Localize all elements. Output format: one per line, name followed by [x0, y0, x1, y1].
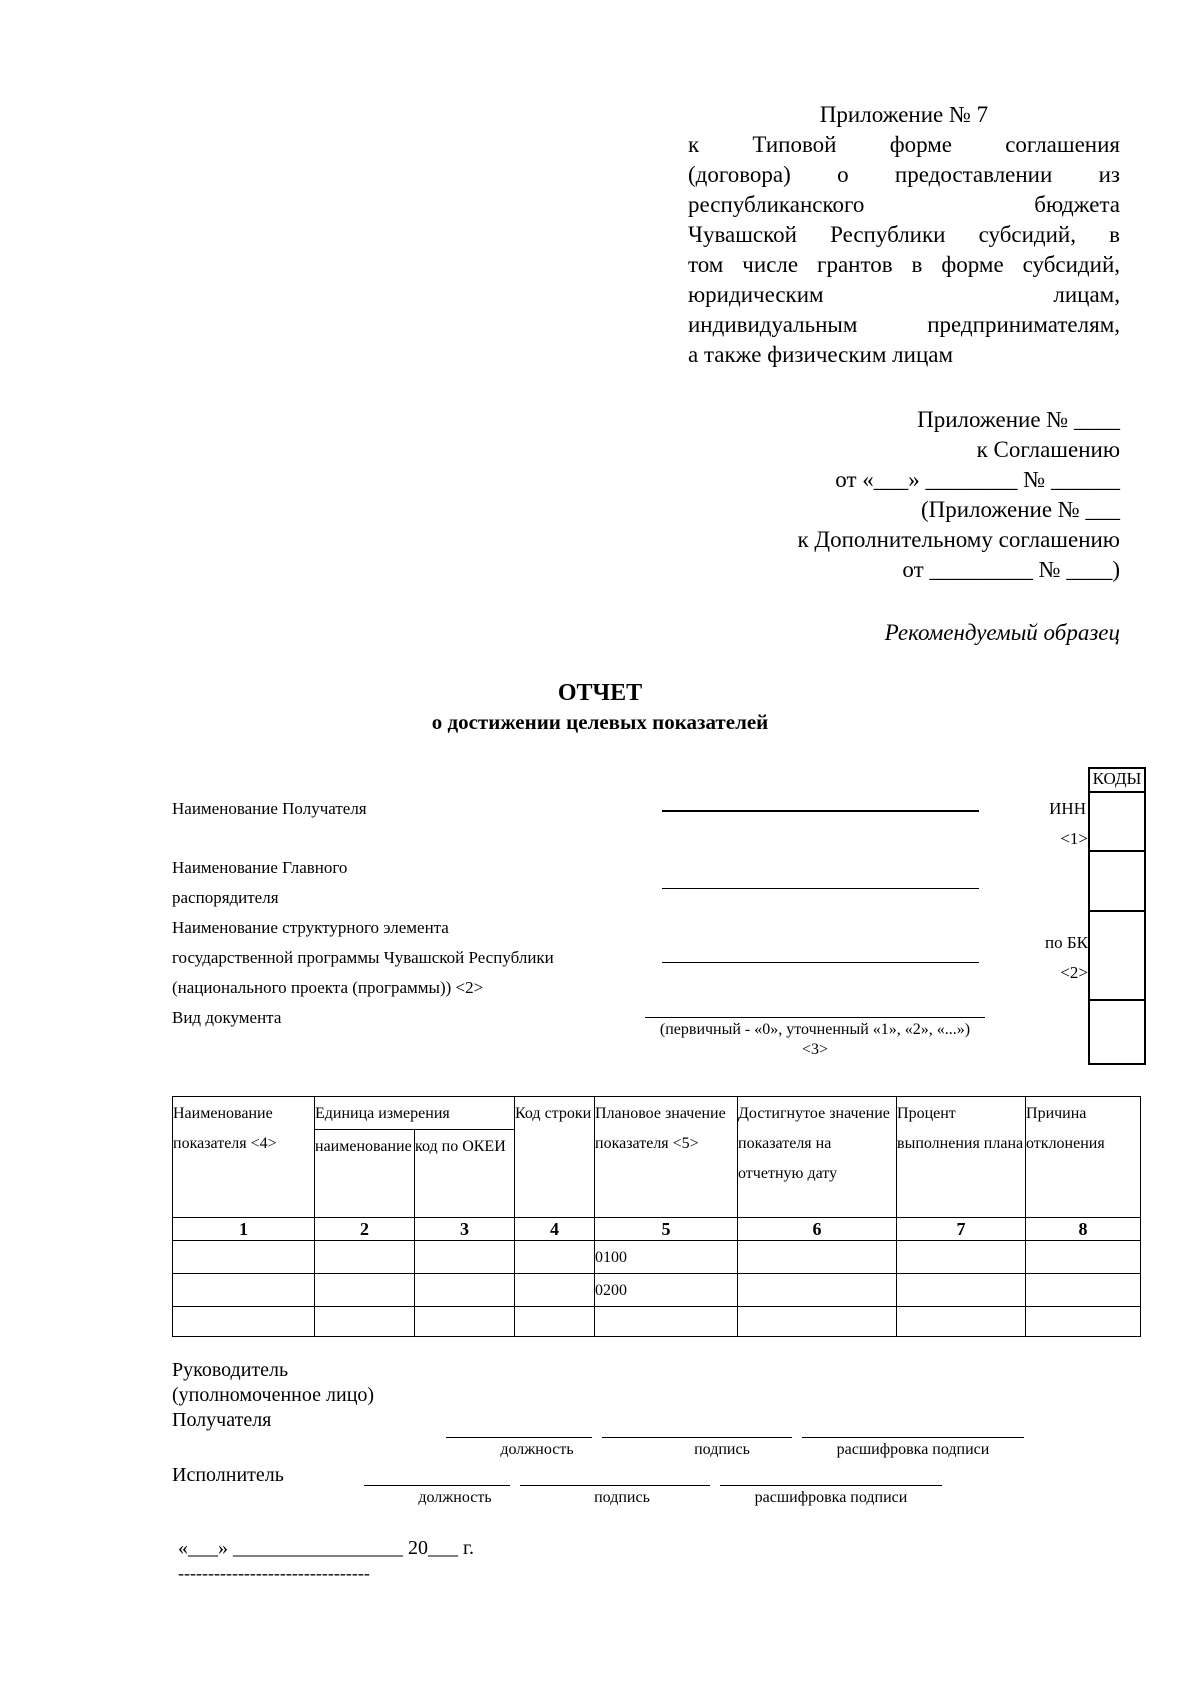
element-label-1: Наименование структурного элемента: [172, 918, 449, 937]
header-completion-percent: Процент выполнения плана: [897, 1097, 1026, 1218]
table-cell[interactable]: [897, 1307, 1026, 1337]
column-number: 6: [738, 1218, 897, 1241]
table-cell[interactable]: [595, 1307, 738, 1337]
element-label-3: (национального проекта (программы)) <2>: [172, 978, 484, 997]
annex-line: Чувашской Республики субсидий, в: [688, 222, 1120, 247]
head-decoding-line: [802, 1437, 1024, 1438]
executor-position-line: [364, 1485, 510, 1486]
head-label-1: Руководитель: [172, 1359, 289, 1381]
table-cell[interactable]: [315, 1241, 415, 1274]
table-cell[interactable]: [415, 1241, 515, 1274]
column-number: 7: [897, 1218, 1026, 1241]
table-cell[interactable]: [738, 1241, 897, 1274]
column-number: 5: [595, 1218, 738, 1241]
codes-divider: [1090, 910, 1144, 912]
bk-label: по БК: [1045, 933, 1088, 952]
element-label-2: государственной программы Чувашской Республики: [172, 948, 554, 967]
inn-note: <1>: [1060, 829, 1088, 848]
footnote-separator: --------------------------------: [178, 1563, 370, 1583]
date-line: «___» _________________ 20___ г.: [178, 1537, 474, 1559]
header-deviation-reason: Причина отклонения: [1026, 1097, 1141, 1218]
element-line: [662, 962, 979, 963]
annex-line: республиканского бюджета: [688, 192, 1120, 217]
chief-line: [662, 888, 979, 889]
table-cell[interactable]: [415, 1274, 515, 1307]
table-cell[interactable]: [897, 1241, 1026, 1274]
table-cell[interactable]: [515, 1241, 595, 1274]
agreement-line: (Приложение № ___: [920, 497, 1120, 522]
table-cell[interactable]: [897, 1274, 1026, 1307]
agreement-line: к Соглашению: [976, 437, 1120, 462]
head-label-3: Получателя: [172, 1409, 272, 1431]
table-cell[interactable]: [738, 1274, 897, 1307]
executor-position-caption: должность: [418, 1489, 492, 1506]
table-number-row: [173, 1218, 1141, 1241]
annex-line: индивидуальным предпринимателям,: [688, 312, 1120, 337]
recipient-line: [662, 810, 979, 812]
executor-signature-caption: подпись: [594, 1489, 650, 1506]
doc-type-line: [645, 1017, 985, 1018]
title-sub: о достижении целевых показателей: [431, 710, 769, 734]
codes-label: КОДЫ: [1092, 769, 1142, 788]
executor-decoding-line: [720, 1485, 942, 1486]
doc-type-hint-2: <3>: [801, 1041, 829, 1058]
codes-box: [1088, 767, 1146, 1065]
executor-signature-line: [520, 1485, 710, 1486]
head-position-line: [446, 1437, 592, 1438]
head-signature-line: [602, 1437, 792, 1438]
annex-heading: Приложение № 7: [819, 102, 989, 127]
table-cell[interactable]: [738, 1307, 897, 1337]
head-position-caption: должность: [500, 1441, 574, 1458]
table-cell[interactable]: [1026, 1307, 1141, 1337]
codes-divider: [1090, 850, 1144, 852]
annex-block: [688, 100, 1120, 370]
column-number: 8: [1026, 1218, 1141, 1241]
doc-type-hint-1: (первичный - «0», уточненный «1», «2», «...»): [659, 1021, 971, 1038]
table-cell[interactable]: [1026, 1241, 1141, 1274]
indicators-table: [172, 1096, 1141, 1337]
annex-line: (договора) о предоставлении из: [688, 162, 1120, 187]
table-cell[interactable]: [315, 1274, 415, 1307]
column-number: 2: [315, 1218, 415, 1241]
codes-divider: [1090, 791, 1144, 793]
table-cell[interactable]: [173, 1307, 315, 1337]
header-planned-value: Плановое значение показателя <5>: [595, 1097, 738, 1218]
doc-type-label: Вид документа: [172, 1008, 282, 1027]
sample-label: Рекомендуемый образец: [884, 620, 1120, 645]
table-cell[interactable]: [415, 1307, 515, 1337]
agreement-line: от _________ № ____): [902, 557, 1120, 582]
header-unit-name: наименование: [315, 1130, 415, 1218]
agreement-line: Приложение № ____: [917, 407, 1120, 432]
header-row-code: Код строки: [515, 1097, 595, 1218]
agreement-block: [520, 405, 1120, 585]
executor-label: Исполнитель: [172, 1464, 284, 1486]
table-cell[interactable]: [173, 1241, 315, 1274]
report-title: [0, 678, 1200, 736]
table-cell[interactable]: [315, 1307, 415, 1337]
annex-line: юридическим лицам,: [688, 282, 1120, 307]
table-cell[interactable]: [515, 1307, 595, 1337]
header-indicator-name: Наименование показателя <4>: [173, 1097, 315, 1218]
table-row: [173, 1241, 1141, 1274]
table-row: [173, 1274, 1141, 1307]
table-cell[interactable]: [1026, 1274, 1141, 1307]
bk-note: <2>: [1060, 963, 1088, 982]
annex-line: том числе грантов в форме субсидий,: [688, 252, 1120, 277]
table-cell[interactable]: [173, 1274, 315, 1307]
head-decoding-caption: расшифровка подписи: [836, 1441, 990, 1458]
table-cell[interactable]: [515, 1274, 595, 1307]
head-signature-caption: подпись: [694, 1441, 750, 1458]
chief-label-1: Наименование Главного: [172, 858, 348, 877]
table-row: [173, 1307, 1141, 1337]
agreement-line: к Дополнительному соглашению: [797, 527, 1120, 552]
annex-line: а также физическим лицам: [688, 342, 954, 367]
column-number: 1: [173, 1218, 315, 1241]
table-header-row: [173, 1097, 1141, 1130]
annex-line: к Типовой форме соглашения: [688, 132, 1120, 157]
header-unit-group: Единица измерения: [315, 1097, 515, 1130]
header-achieved-value: Достигнутое значение показателя на отчетную дату: [738, 1097, 897, 1218]
column-number: 3: [415, 1218, 515, 1241]
head-label: [172, 1358, 374, 1433]
inn-label: ИНН: [1049, 799, 1086, 818]
column-number: 4: [515, 1218, 595, 1241]
doc-type-hint: [620, 1020, 1010, 1060]
recipient-label: Наименование Получателя: [172, 799, 367, 818]
chief-label-2: распорядителя: [172, 888, 279, 907]
agreement-line: от «___» ________ № ______: [835, 467, 1120, 492]
table-cell[interactable]: 0200: [595, 1274, 738, 1307]
table-cell[interactable]: 0100: [595, 1241, 738, 1274]
executor-decoding-caption: расшифровка подписи: [754, 1489, 908, 1506]
codes-divider: [1090, 999, 1144, 1001]
title-main: ОТЧЕТ: [557, 680, 643, 706]
header-okei-code: код по ОКЕИ: [415, 1130, 515, 1218]
head-label-2: (уполномоченное лицо): [172, 1384, 375, 1406]
